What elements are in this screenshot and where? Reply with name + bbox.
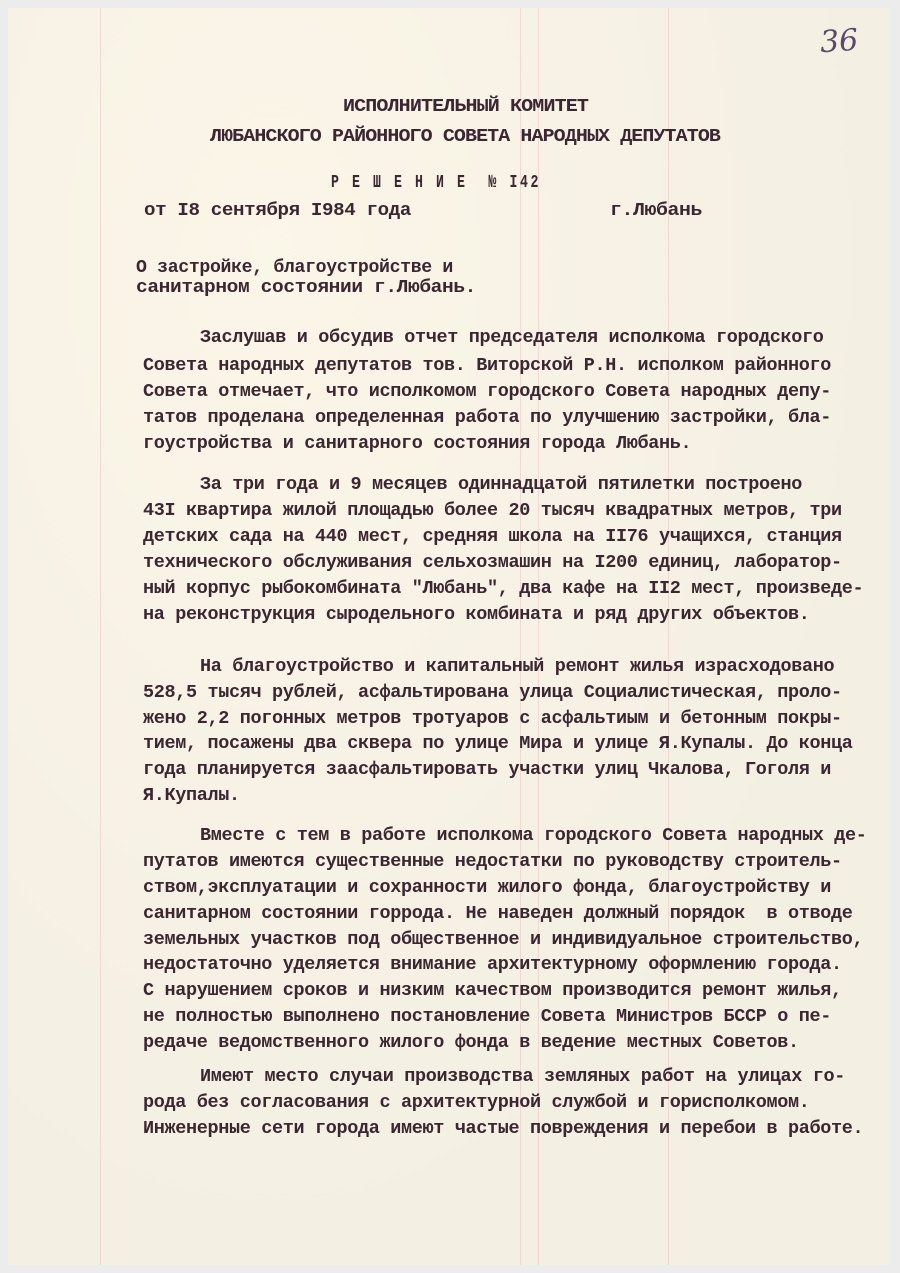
decision-place: г.Любань [610, 200, 702, 221]
paragraph-line: Имеют место случаи производства земляных работ на улицах го- [200, 1066, 845, 1087]
paragraph-line: Совета отмечает, что исполкомом городского Совета народных депу- [143, 381, 831, 402]
paragraph-line: на реконструкция сыродельного комбината и ряд других объектов. [143, 604, 810, 625]
paragraph-line: На благоустройство и капитальный ремонт жилья израсходовано [200, 656, 835, 677]
paragraph-line: рода без согласования с архитектурной службой и горисполкомом. [143, 1092, 810, 1113]
subject-line: О застройке, благоустройстве и [136, 257, 453, 278]
paragraph-line: Вместе с тем в работе исполкома городского Совета народных де- [200, 825, 867, 846]
paragraph-line: редаче ведомственного жилого фонда в ведение местных Советов. [143, 1032, 799, 1053]
paragraph-line: За три года и 9 месяцев одиннадцатой пятилетки построено [200, 474, 802, 495]
paragraph-line: санитарном состоянии горрода. Не наведен должный порядок в отводе [143, 903, 853, 924]
decision-title: Р Е Ш Е Н И Е № I42 [331, 172, 541, 193]
paragraph-line: Инженерные сети города имеют частые повреждения и перебои в работе. [143, 1118, 864, 1139]
paragraph-line: ством,эксплуатации и сохранности жилого фонда, благоустройству и [143, 877, 831, 898]
paragraph-line: детских сада на 440 мест, средняя школа на II76 учащихся, станция [143, 526, 842, 547]
paragraph-line: недостаточно уделяется внимание архитектурному оформлению города. [143, 954, 842, 975]
paragraph-line: путатов имеются существенные недостатки по руководству строитель- [143, 851, 842, 872]
decision-date: от I8 сентября I984 года [144, 200, 411, 221]
header-line-2: ЛЮБАНСКОГО РАЙОННОГО СОВЕТА НАРОДНЫХ ДЕПУТАТОВ [210, 127, 720, 147]
paragraph-line: Я.Купалы. [143, 785, 240, 806]
paragraph-line: жено 2,2 погонных метров тротуаров с асфальтиым и бетонным покры- [143, 708, 842, 729]
paragraph-line: технического обслуживания сельхозмашин на I200 единиц, лаборатор- [143, 552, 842, 573]
paragraph-line: 528,5 тысяч рублей, асфальтирована улица Социалистическая, проло- [143, 682, 842, 703]
subject-line: санитарном состоянии г.Любань. [136, 277, 476, 298]
paragraph-line: ный корпус рыбокомбината "Любань", два кафе на II2 мест, произведе- [143, 578, 864, 599]
paragraph-line: Заслушав и обсудив отчет председателя исполкома городского [200, 327, 824, 348]
handwritten-page-number: 36 [818, 22, 860, 61]
header-line-1: ИСПОЛНИТЕЛЬНЫЙ КОМИТЕТ [343, 97, 588, 117]
fold-line [100, 8, 101, 1265]
paragraph-line: 43I квартира жилой площадью более 20 тысяч квадратных метров, три [143, 500, 842, 521]
paragraph-line: не полностью выполнено постановление Совета Министров БССР о пе- [143, 1006, 831, 1027]
paragraph-line: земельных участков под общественное и индивидуальное строительство, [143, 929, 864, 950]
paragraph-line: С нарушением сроков и низким качеством производится ремонт жилья, [143, 980, 842, 1001]
paragraph-line: гоустройства и санитарного состояния города Любань. [143, 433, 692, 454]
paragraph-line: татов проделана определенная работа по улучшению застройки, бла- [143, 407, 831, 428]
paragraph-line: года планируется заасфальтировать участки улиц Чкалова, Гоголя и [143, 759, 831, 780]
paragraph-line: Совета народных депутатов тов. Виторской Р.Н. исполком районного [143, 355, 831, 376]
paragraph-line: тием, посажены два сквера по улице Мира и улице Я.Купалы. До конца [143, 733, 853, 754]
